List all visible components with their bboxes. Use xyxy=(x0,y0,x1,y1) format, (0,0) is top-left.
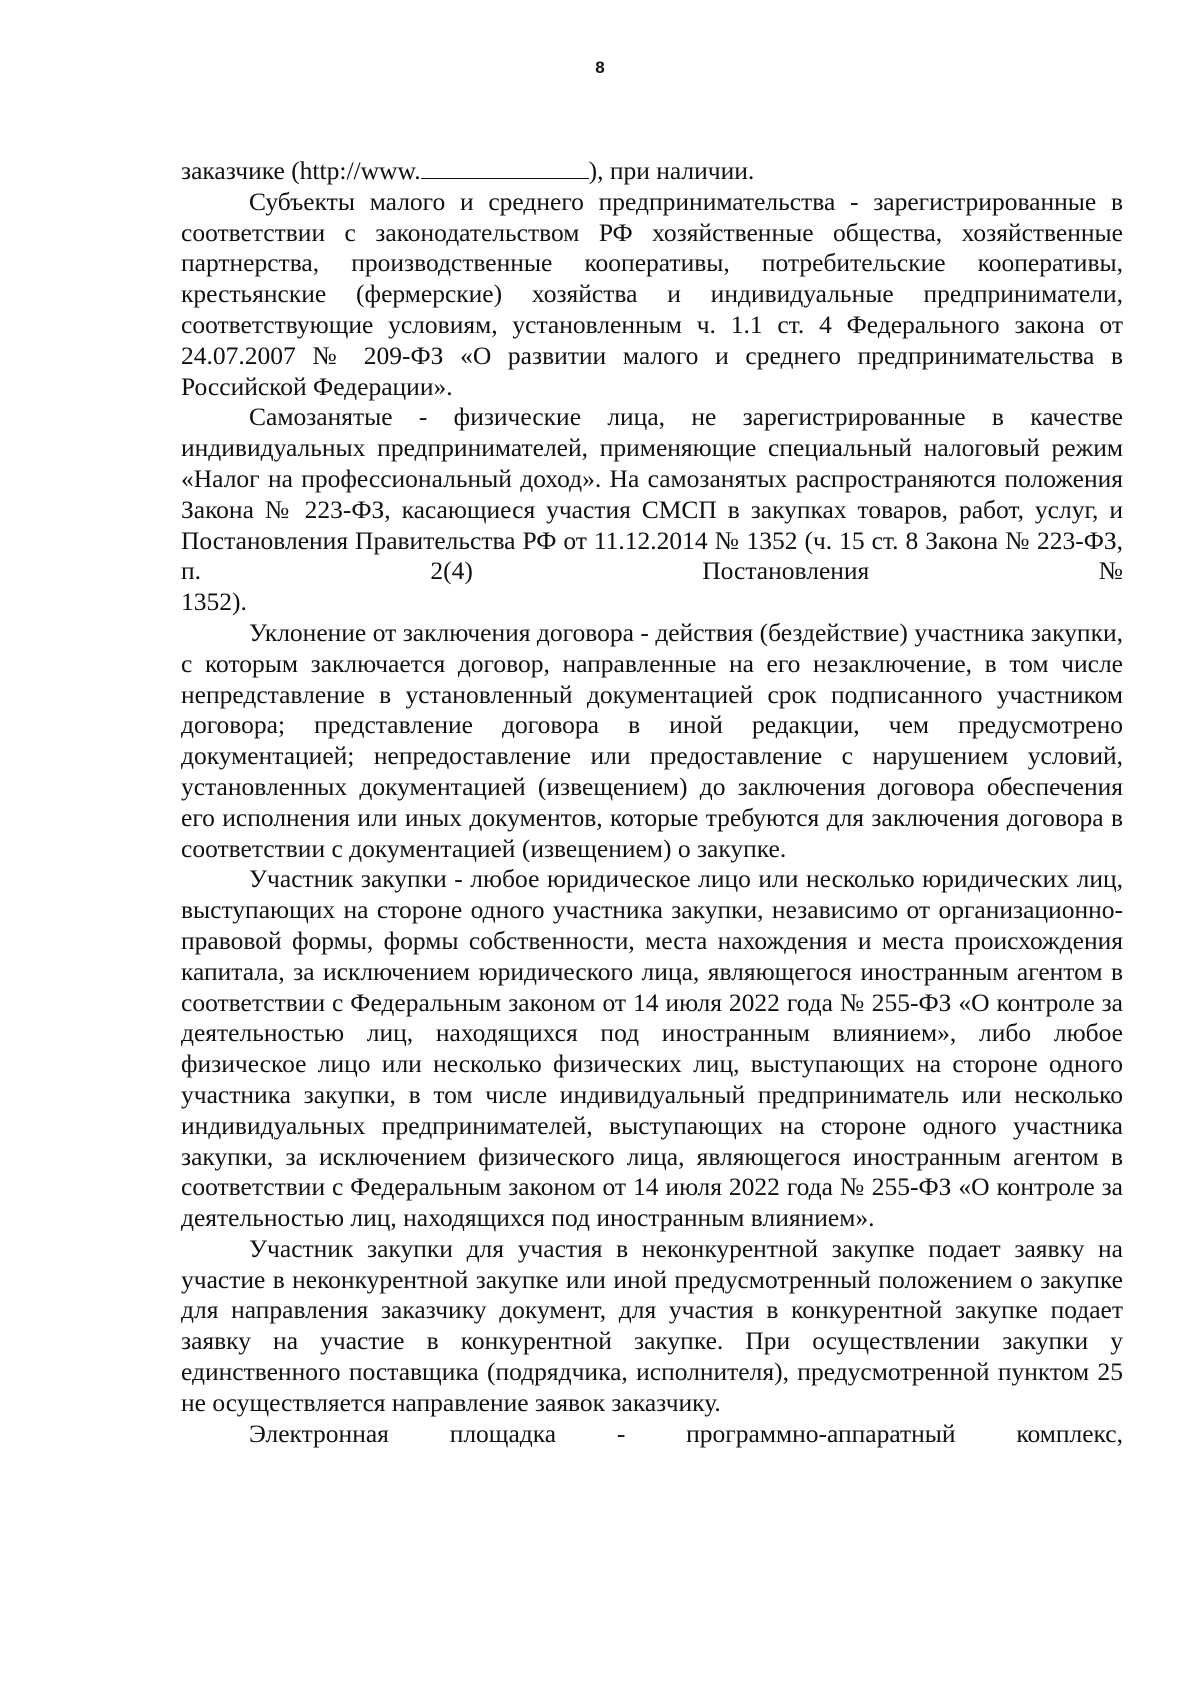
document-body xyxy=(181,156,1123,1449)
paragraph-participant-application: Участник закупки для участия в неконкурентной закупке подает заявку на участие в неконкурентной закупке или иной предусмотренный положением о закупке для направления заказчику документ, для участия в конкурентной закупке подает заявку на участие в конкурентной закупке. При осуществлении закупки у единственного поставщика (подрядчика, исполнителя), предусмотренной пунктом 25 не осуществляется направление заявок заказчику. xyxy=(181,1233,1123,1417)
paragraph-smsp-definition: Субъекты малого и среднего предпринимательства - зарегистрированные в соответствии с законодательством РФ хозяйственные общества, хозяйственные партнерства, производственные кооперативы, потребительские кооперативы, крестьянские (фермерские) хозяйства и индивидуальные предприниматели, соответствующие условиям, установленным ч. 1.1 ст. 4 Федерального закона от 24.07.2007 № 209-ФЗ «О развитии малого и среднего предпринимательства в Российской Федерации». xyxy=(181,186,1123,401)
paragraph-self-employed-continuation: 1352). xyxy=(181,587,247,617)
paragraph-electronic-platform-definition: Электронная площадка - программно-аппаратный комплекс, xyxy=(249,1418,1123,1448)
paragraph-customer-site xyxy=(181,156,1123,187)
paragraph-participant-definition: Участник закупки - любое юридическое лицо или несколько юридических лиц, выступающих на стороне одного участника закупки, независимо от организационно-правовой формы, формы собственности, места нахождения и места происхождения капитала, за исключением юридического лица, являющегося иностранным агентом в соответствии с Федеральным законом от 14 июля 2022 года № 255-ФЗ «О контроле за деятельностью лиц, находящихся под иностранным влиянием», либо любое физическое лицо или несколько физических лиц, выступающих на стороне одного участника закупки, в том числе индивидуальный предприниматель или несколько индивидуальных предпринимателей, выступающих на стороне одного участника закупки, за исключением физического лица, являющегося иностранным агентом в соответствии с Федеральным законом от 14 июля 2022 года № 255-ФЗ «О контроле за деятельностью лиц, находящихся под иностранным влиянием». xyxy=(181,864,1123,1233)
url-blank-line xyxy=(421,156,589,179)
paragraph-contract-evasion-definition: Уклонение от заключения договора - действия (бездействие) участника закупки, с которым заключается договор, направленные на его незаключение, в том числе непредставление в установленный документацией срок подписанного участником договора; представление договора в иной редакции, чем предусмотрено документацией; непредоставление или предоставление с нарушением условий, установленных документацией (извещением) до заключения договора обеспечения его исполнения или иных документов, которые требуются для заключения договора в соответствии с документацией (извещением) о закупке. xyxy=(181,617,1123,863)
paragraph-self-employed-definition: Самозанятые - физические лица, не зарегистрированные в качестве индивидуальных предпринимателей, применяющие специальный налоговый режим «Налог на профессиональный доход». На самозанятых распространяются положения Закона № 223-ФЗ, касающиеся участия СМСП в закупках товаров, работ, услуг, и Постановления Правительства РФ от 11.12.2014 № 1352 (ч. 15 ст. 8 Закона № 223-ФЗ, п. 2(4) Постановления № xyxy=(181,402,1123,586)
page-number: 8 xyxy=(595,58,605,77)
customer-site-suffix: ), при наличии. xyxy=(588,156,755,185)
customer-site-prefix: заказчике (http://www. xyxy=(181,156,421,185)
